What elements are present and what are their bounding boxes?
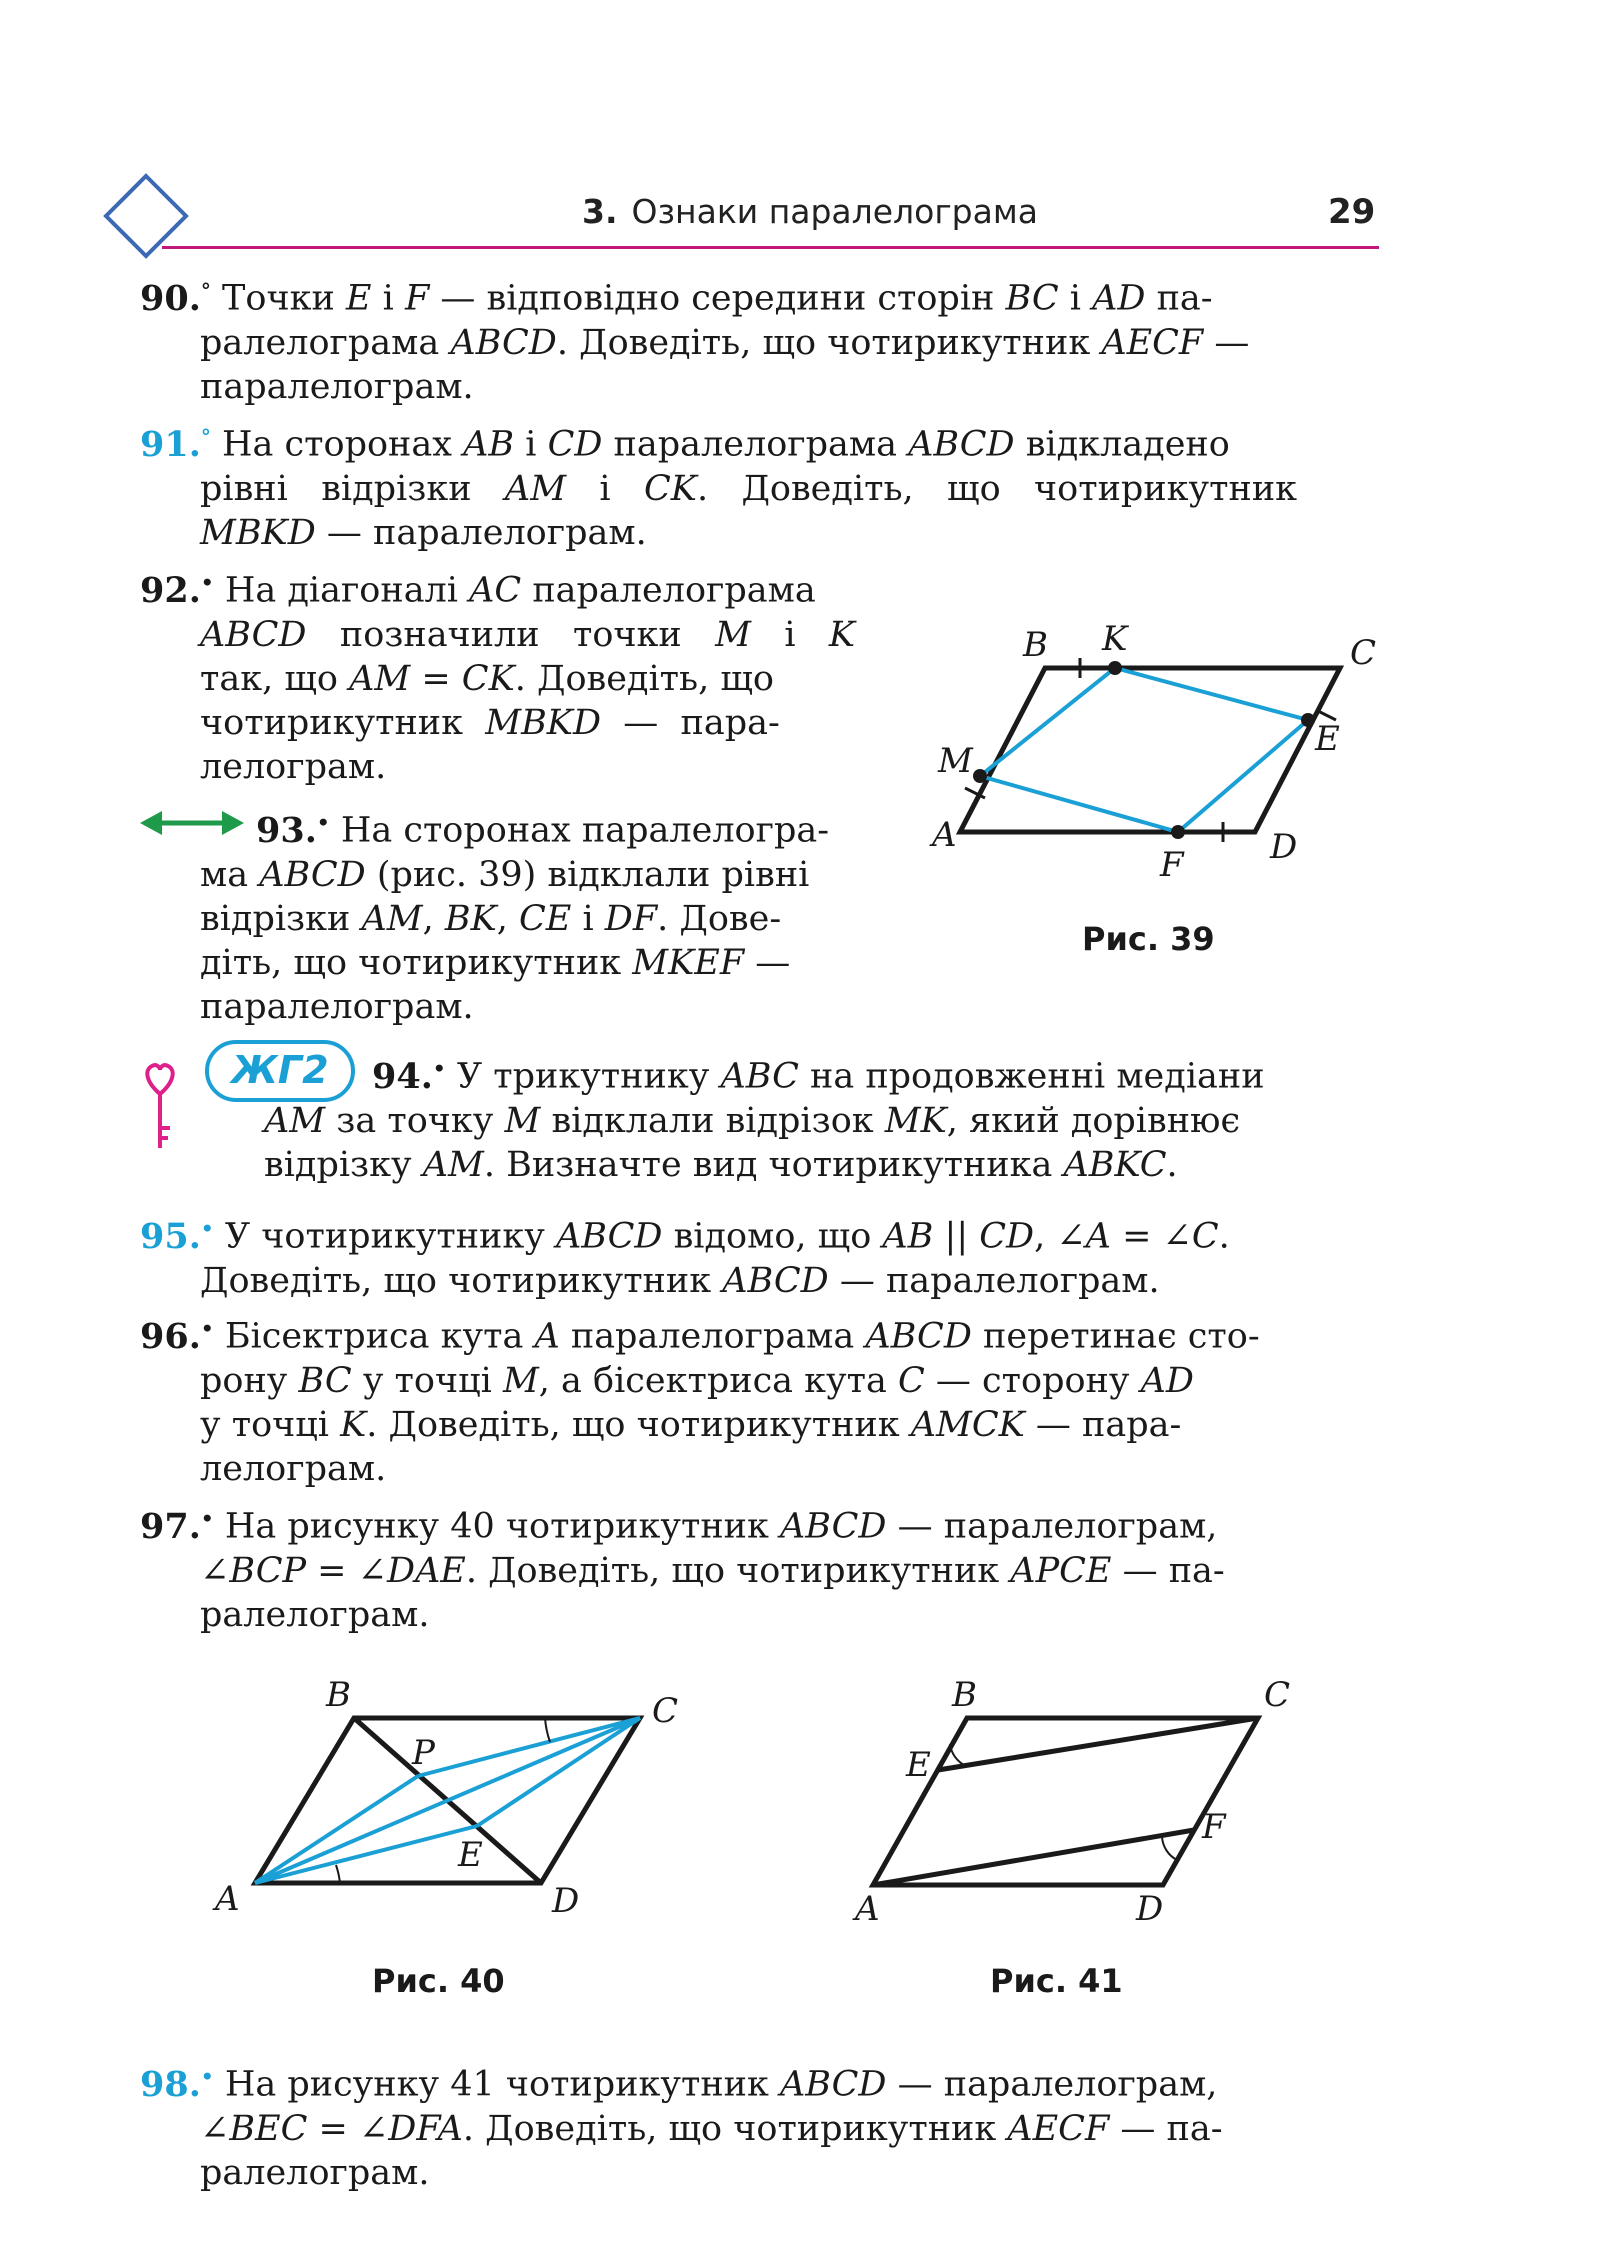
svg-text:A: A xyxy=(215,1879,240,1919)
problem-91: 91.° На сторонах AB і CD паралелограма ABCD відкладено рівні відрізки AM і CK. Доведіть, що чотирикутник MBKD — паралелограм. xyxy=(140,423,1298,553)
svg-text:P: P xyxy=(412,1733,435,1773)
problem-97: 97.• На рисунку 40 чотирикутник ABCD — паралелограм, ∠BCP = ∠DAE. Доведіть, що чотирикутник APCE — па- ралелограм. xyxy=(140,1505,1225,1635)
problem-92: 92.• На діагоналі AC паралелограма ABCD позначили точки M і K так, що AM = CK. Доведіть, що чотирикутник MBKD — пара- лелограм. xyxy=(140,569,856,787)
svg-text:D: D xyxy=(1270,827,1298,867)
problem-96: 96.• Бісектриса кута A паралелограма ABCD перетинає сто- рону BC у точці M, а бісектриса кута C — сторону AD у точці K. Доведіть, що чотирикутник AMCK — пара- лелограм. xyxy=(140,1315,1260,1489)
page-number: 29 xyxy=(1328,192,1376,232)
svg-text:K: K xyxy=(1102,619,1128,659)
svg-text:D: D xyxy=(552,1881,580,1921)
figure-41-caption: Рис. 41 xyxy=(990,1962,1123,2000)
svg-text:E: E xyxy=(458,1835,483,1875)
figure-41 xyxy=(840,1660,1320,1950)
problem-98: 98.• На рисунку 41 чотирикутник ABCD — паралелограм, ∠BEC = ∠DFA. Доведіть, що чотирикутник AECF — па- ралелограм. xyxy=(140,2063,1223,2193)
svg-text:B: B xyxy=(1023,625,1048,665)
svg-text:B: B xyxy=(952,1675,977,1715)
svg-text:M: M xyxy=(938,741,973,781)
svg-text:E: E xyxy=(906,1745,931,1785)
zhg2-badge: ЖГ2 xyxy=(205,1040,355,1102)
figure-40-caption: Рис. 40 xyxy=(372,1962,505,2000)
figure-39-caption: Рис. 39 xyxy=(1082,920,1215,958)
problem-90: 90.° Точки E і F — відповідно середини сторін BC і AD па- ралелограма ABCD. Доведіть, що чотирикутник AECF — паралелограм. xyxy=(140,277,1250,407)
svg-text:F: F xyxy=(1202,1807,1226,1847)
svg-text:F: F xyxy=(1160,845,1184,885)
svg-text:D: D xyxy=(1136,1889,1164,1929)
problem-93: 93.• На сторонах паралелогра- ма ABCD (рис. 39) відклали рівні відрізки AM, BK, CE і DF. Дове- діть, що чотирикутник MKEF — паралелограм. xyxy=(200,809,830,1027)
svg-text:C: C xyxy=(1264,1675,1291,1715)
svg-text:A: A xyxy=(855,1889,880,1929)
figure-39 xyxy=(920,610,1400,900)
svg-text:A: A xyxy=(932,815,957,855)
problem-94: 94.• У трикутнику ABC на продовженні медіани AM за точку M відклали відрізок MK, який дорівнює відрізку AM. Визначте вид чотирикутника ABKC. xyxy=(264,1055,1265,1185)
svg-text:B: B xyxy=(326,1675,351,1715)
header-rule xyxy=(162,246,1379,249)
svg-text:C: C xyxy=(652,1691,679,1731)
problem-95: 95.• У чотирикутнику ABCD відомо, що AB || CD, ∠A = ∠C. Доведіть, що чотирикутник ABCD — паралелограм. xyxy=(140,1215,1230,1301)
section-title: 3. Ознаки паралелограма xyxy=(582,192,1038,231)
svg-text:C: C xyxy=(1350,633,1377,673)
svg-text:E: E xyxy=(1315,719,1340,759)
figure-40 xyxy=(200,1660,720,1950)
